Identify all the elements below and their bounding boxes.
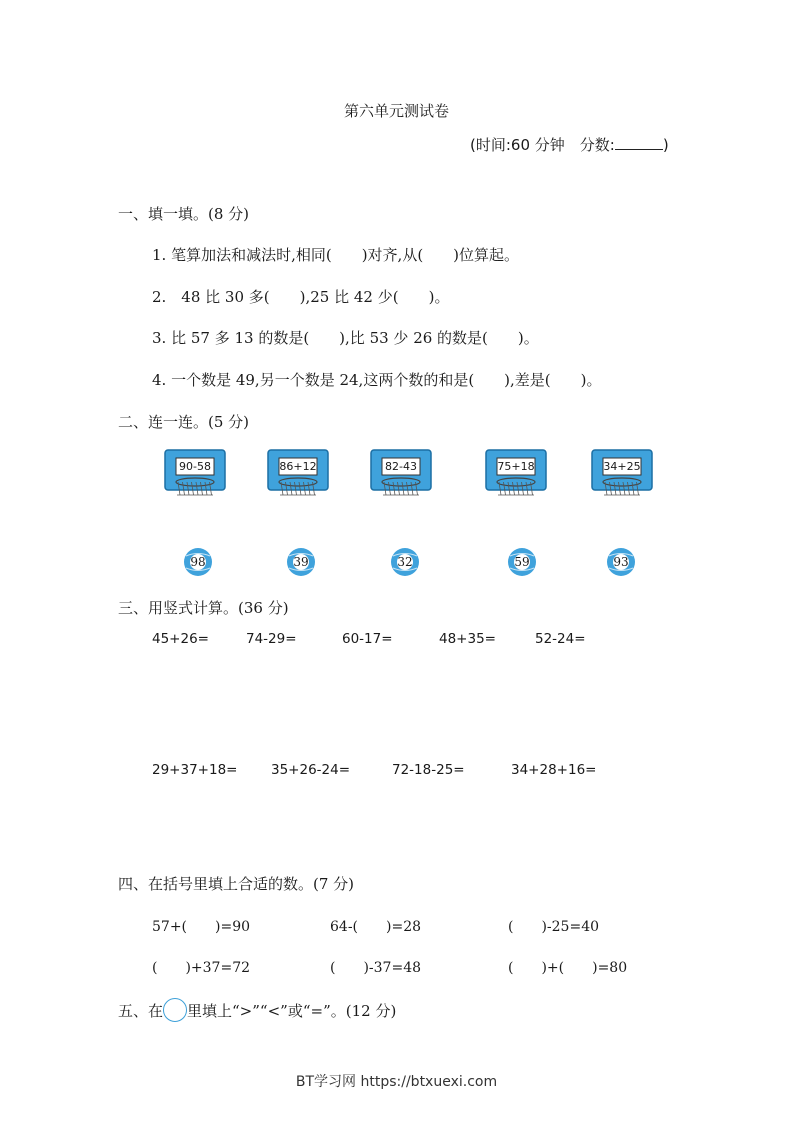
basketball-board — [370, 449, 432, 495]
meta-time-score: (时间:60 分钟 分数: — [470, 136, 615, 154]
calc-problem: 72-18-25= — [392, 762, 465, 778]
hoop-icon — [164, 449, 226, 499]
board-expression: 34+25 — [603, 460, 641, 473]
basketball-board — [591, 449, 653, 495]
fill-blank-problem: ( )+37=72 — [152, 960, 251, 976]
calc-problem: 52-24= — [535, 631, 586, 647]
basketball — [390, 547, 420, 577]
hoop-icon — [485, 449, 547, 499]
fill-question-1: 1. 笔算加法和减法时,相同( )对齐,从( )位算起。 — [152, 246, 520, 264]
exam-meta — [470, 134, 669, 155]
ball-number: 98 — [190, 555, 206, 569]
ball-number: 39 — [293, 555, 309, 569]
ball-number: 59 — [514, 555, 530, 569]
meta-close: ) — [662, 136, 669, 154]
board-expression: 75+18 — [497, 460, 535, 473]
basketball — [507, 547, 537, 577]
section-5-heading — [118, 998, 396, 1022]
fill-blank-problem: ( )-25=40 — [508, 919, 600, 935]
calc-problem: 74-29= — [246, 631, 297, 647]
basketball-board — [485, 449, 547, 495]
section-1-heading: 一、填一填。(8 分) — [118, 205, 250, 223]
hoop-icon — [267, 449, 329, 499]
basketball-board — [164, 449, 226, 495]
calc-problem: 34+28+16= — [511, 762, 597, 778]
section-5-suffix: 里填上“>”“<”或“=”。(12 分) — [187, 1002, 397, 1020]
calc-problem: 29+37+18= — [152, 762, 238, 778]
section-5-prefix: 五、在 — [118, 1002, 164, 1020]
fill-blank-problem: 64-( )=28 — [330, 919, 422, 935]
fill-question-2: 2. 48 比 30 多( ),25 比 42 少( )。 — [152, 288, 450, 306]
footer-watermark: BT学习网 https://btxuexi.com — [295, 1074, 498, 1090]
hoop-icon — [591, 449, 653, 499]
section-3-heading: 三、用竖式计算。(36 分) — [118, 599, 289, 617]
fill-blank-problem: ( )+( )=80 — [508, 960, 628, 976]
section-4-heading: 四、在括号里填上合适的数。(7 分) — [118, 875, 355, 893]
hoop-icon — [370, 449, 432, 499]
score-blank — [615, 135, 663, 150]
basketball — [606, 547, 636, 577]
fill-blank-problem: ( )-37=48 — [330, 960, 422, 976]
calc-problem: 45+26= — [152, 631, 209, 647]
basketball-board — [267, 449, 329, 495]
calc-problem: 48+35= — [439, 631, 496, 647]
circle-icon — [163, 998, 187, 1022]
board-expression: 82-43 — [385, 460, 417, 473]
section-2-heading: 二、连一连。(5 分) — [118, 413, 250, 431]
calc-problem: 35+26-24= — [271, 762, 351, 778]
ball-number: 93 — [613, 555, 629, 569]
fill-question-3: 3. 比 57 多 13 的数是( ),比 53 少 26 的数是( )。 — [152, 329, 539, 347]
page-title: 第六单元测试卷 — [343, 102, 449, 120]
board-expression: 90-58 — [179, 460, 211, 473]
ball-number: 32 — [397, 555, 413, 569]
board-expression: 86+12 — [279, 460, 317, 473]
fill-blank-problem: 57+( )=90 — [152, 919, 251, 935]
calc-problem: 60-17= — [342, 631, 393, 647]
fill-question-4: 4. 一个数是 49,另一个数是 24,这两个数的和是( ),差是( )。 — [152, 371, 602, 389]
basketball — [286, 547, 316, 577]
basketball — [183, 547, 213, 577]
